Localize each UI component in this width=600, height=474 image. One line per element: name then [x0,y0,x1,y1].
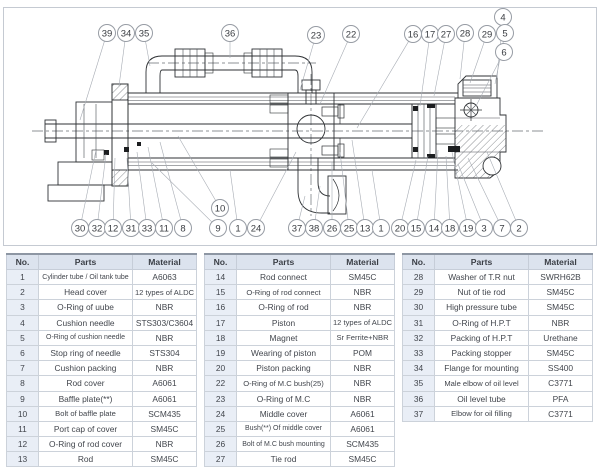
part-material: PFA [529,391,593,406]
part-name: Bolt of baffle plate [39,406,133,421]
part-material: SS400 [529,361,593,376]
leader-line [98,154,106,220]
callout-layer [72,9,528,237]
part-material: STS303/C3604 [133,315,197,330]
callout-number: 36 [224,28,236,40]
part-material: NBR [529,315,593,330]
part-material: SM45C [529,300,593,315]
part-name: O-Ring of M.C [237,391,331,406]
part-material: SM45C [331,270,395,285]
callout-36 [222,25,239,59]
part-row-2 [7,285,197,300]
part-row-28 [403,270,593,285]
callout-number: 34 [120,28,132,40]
callout-number: 20 [394,223,406,235]
leader-line [460,41,464,79]
part-name: Flange for mounting [435,361,529,376]
callout-39 [80,25,116,121]
part-number: 25 [205,421,237,436]
callout-number: 35 [138,28,150,40]
part-number: 29 [403,285,435,300]
callout-number: 5 [502,28,508,40]
callout-number: 6 [501,47,507,59]
leader-line [119,41,125,86]
part-number: 8 [7,376,39,391]
part-number: 11 [7,421,39,436]
part-name: Cushion packing [39,361,133,376]
part-number: 18 [205,330,237,345]
part-name: Bush(**) Of middle cover [237,421,331,436]
part-row-22 [205,376,395,391]
part-name: Stop ring of needle [39,345,133,360]
callout-number: 13 [359,223,371,235]
part-row-9 [7,391,197,406]
col-header-no: No. [205,254,237,270]
callout-1 [230,170,247,237]
part-row-24 [205,406,395,421]
callout-number: 19 [462,223,474,235]
part-material: NBR [133,361,197,376]
callout-34 [118,25,135,87]
part-name: Rod [39,452,133,467]
part-material: Sr Ferrite+NBR [331,330,395,345]
part-row-37 [403,406,593,421]
part-row-19 [205,345,395,360]
part-number: 36 [403,391,435,406]
callout-number: 22 [345,29,357,41]
callout-number: 3 [481,223,487,235]
callout-number: 26 [326,223,338,235]
part-number: 5 [7,330,39,345]
part-row-15 [205,285,395,300]
callout-number: 38 [308,223,320,235]
col-header-parts: Parts [435,254,529,270]
callout-number: 18 [444,223,456,235]
part-material: NBR [331,285,395,300]
col-header-no: No. [7,254,39,270]
leader-line [476,60,500,106]
part-name: Tie rod [237,452,331,467]
part-row-12 [7,437,197,452]
diagram-border [4,8,597,246]
part-name: Wearing of piston [237,345,331,360]
part-number: 23 [205,391,237,406]
callout-number: 29 [481,29,493,41]
part-name: High pressure tube [435,300,529,315]
part-material: 12 types of ALDC [133,285,197,300]
callout-number: 17 [424,29,436,41]
part-name: O-Ring of uube [39,300,133,315]
part-name: Bolt of M.C bush mounting [237,437,331,452]
callout-15 [408,156,429,237]
callout-26 [324,162,341,237]
part-material: A6061 [133,391,197,406]
part-material: NBR [331,376,395,391]
part-number: 1 [7,270,39,285]
part-row-25 [205,421,395,436]
part-row-10 [7,406,197,421]
leader-line [470,42,484,83]
part-name: O-Ring of H.P.T [435,315,529,330]
part-number: 9 [7,391,39,406]
part-row-4 [7,315,197,330]
part-row-8 [7,376,197,391]
callout-1 [372,170,390,237]
part-name: Male elbow of oil level [435,376,529,391]
callout-number: 23 [310,30,322,42]
part-number: 27 [205,452,237,467]
leader-line [315,186,320,220]
callout-14 [426,150,443,237]
leader-line [230,170,237,220]
leader-line [402,160,416,220]
part-material: A6061 [133,376,197,391]
part-name: Oil level tube [435,391,529,406]
part-number: 14 [205,270,237,285]
callout-24 [248,152,297,237]
part-name: O-Ring of rod cover [39,437,133,452]
part-name: O-Ring of rod [237,300,331,315]
callout-10 [178,136,229,217]
callout-number: 28 [459,28,471,40]
part-material: SM45C [529,285,593,300]
part-row-23 [205,391,395,406]
col-header-material: Material [133,254,197,270]
part-material: C3771 [529,376,593,391]
leader-line [352,140,364,220]
leader-line [80,41,104,120]
part-number: 26 [205,437,237,452]
part-number: 4 [7,315,39,330]
part-name: Nut of tie rod [435,285,529,300]
part-name: O-Ring of M.C bush(25) [237,376,331,391]
parts-tables [6,253,594,467]
part-material: A6061 [331,421,395,436]
callout-number: 11 [159,223,169,235]
leader-line [434,150,438,220]
part-number: 2 [7,285,39,300]
part-number: 16 [205,300,237,315]
part-number: 24 [205,406,237,421]
part-number: 22 [205,376,237,391]
parts-table-1 [6,253,197,467]
callout-number: 7 [499,223,505,235]
callout-28 [457,25,474,80]
part-material: C3771 [529,406,593,421]
leader-line [434,42,444,96]
part-row-11 [7,421,197,436]
col-header-no: No. [403,254,435,270]
part-number: 28 [403,270,435,285]
part-material: SM45C [331,452,395,467]
callout-number: 2 [516,223,522,235]
part-material: Urethane [529,330,593,345]
part-name: Cylinder tube / Oil tank tube [39,270,133,285]
callout-number: 24 [250,223,262,235]
part-number: 33 [403,345,435,360]
part-name: Washer of T.R nut [435,270,529,285]
callout-25 [340,152,358,237]
part-name: Rod cover [39,376,133,391]
part-material: SM45C [133,421,197,436]
callout-number: 9 [215,223,221,235]
part-material: A6063 [133,270,197,285]
callout-37 [289,196,306,237]
part-row-32 [403,330,593,345]
callout-number: 33 [141,223,153,235]
col-header-material: Material [529,254,593,270]
callout-number: 31 [125,223,137,235]
part-row-36 [403,391,593,406]
part-row-13 [7,452,197,467]
part-number: 3 [7,300,39,315]
part-number: 30 [403,300,435,315]
part-material: NBR [133,300,197,315]
callout-number: 27 [440,29,452,41]
part-number: 31 [403,315,435,330]
part-material: SWRH62B [529,270,593,285]
part-row-35 [403,376,593,391]
callout-number: 30 [74,223,86,235]
callout-33 [137,152,156,237]
part-number: 19 [205,345,237,360]
callout-6 [476,44,513,107]
part-number: 34 [403,361,435,376]
parts-table-3 [402,253,593,422]
callout-number: 32 [91,223,103,235]
callout-number: 39 [101,28,113,40]
callout-number: 16 [407,29,419,41]
part-row-3 [7,300,197,315]
part-name: Head cover [39,285,133,300]
part-number: 7 [7,361,39,376]
part-number: 12 [7,437,39,452]
part-row-27 [205,452,395,467]
leader-line [127,158,131,220]
col-header-parts: Parts [39,254,133,270]
part-material: SCM435 [331,437,395,452]
callout-number: 14 [428,223,440,235]
part-number: 13 [7,452,39,467]
col-header-material: Material [331,254,395,270]
part-name: Port cap of cover [39,421,133,436]
part-material: SCM435 [133,406,197,421]
part-material: NBR [331,300,395,315]
callout-22 [320,26,360,105]
part-name: Cushion needle [39,315,133,330]
leader-line [487,152,516,220]
part-material: NBR [133,437,197,452]
part-row-7 [7,361,197,376]
parts-table-2 [204,253,395,467]
col-header-parts: Parts [237,254,331,270]
part-row-31 [403,315,593,330]
part-number: 17 [205,315,237,330]
part-row-20 [205,361,395,376]
part-number: 32 [403,330,435,345]
part-name: Elbow for oil filling [435,406,529,421]
callout-number: 25 [343,223,355,235]
callout-32 [89,154,107,237]
part-number: 37 [403,406,435,421]
callout-number: 37 [291,223,303,235]
leader-line [420,42,429,106]
part-name: Packing of H.P.T [435,330,529,345]
part-name: Packing stopper [435,345,529,360]
part-material: POM [331,345,395,360]
part-name: Piston packing [237,361,331,376]
callout-number: 1 [378,223,384,235]
part-row-33 [403,345,593,360]
part-row-6 [7,345,197,360]
part-material: NBR [331,391,395,406]
callout-number: 10 [214,203,226,215]
callout-number: 12 [107,223,119,235]
callout-number: 15 [410,223,422,235]
callout-38 [306,186,323,237]
part-row-29 [403,285,593,300]
part-name: Baffle plate(**) [39,391,133,406]
part-name: O-Ring of cushion needle [39,330,133,345]
part-row-16 [205,300,395,315]
part-row-1 [7,270,197,285]
part-material: SM45C [133,452,197,467]
part-material: NBR [331,361,395,376]
part-name: O-Ring of rod connect [237,285,331,300]
callout-number: 1 [235,223,241,235]
part-number: 35 [403,376,435,391]
part-number: 10 [7,406,39,421]
part-row-30 [403,300,593,315]
part-row-34 [403,361,593,376]
leader-line [178,136,216,201]
callout-17 [420,26,439,107]
part-material: STS304 [133,345,197,360]
part-name: Piston [237,315,331,330]
leader-line [113,158,115,220]
part-row-14 [205,270,395,285]
part-row-17 [205,315,395,330]
part-material: 12 types of ALDC [331,315,395,330]
part-number: 15 [205,285,237,300]
part-row-26 [205,437,395,452]
part-name: Rod connect [237,270,331,285]
part-name: Magnet [237,330,331,345]
callout-number: 8 [180,223,186,235]
leader-line [372,170,380,220]
part-material: A6061 [331,406,395,421]
part-row-18 [205,330,395,345]
leader-line [357,41,409,128]
part-number: 6 [7,345,39,360]
part-material: NBR [133,330,197,345]
part-row-5 [7,330,197,345]
part-material: SM45C [529,345,593,360]
callout-number: 4 [500,12,506,24]
part-name: Middle cover [237,406,331,421]
part-number: 20 [205,361,237,376]
